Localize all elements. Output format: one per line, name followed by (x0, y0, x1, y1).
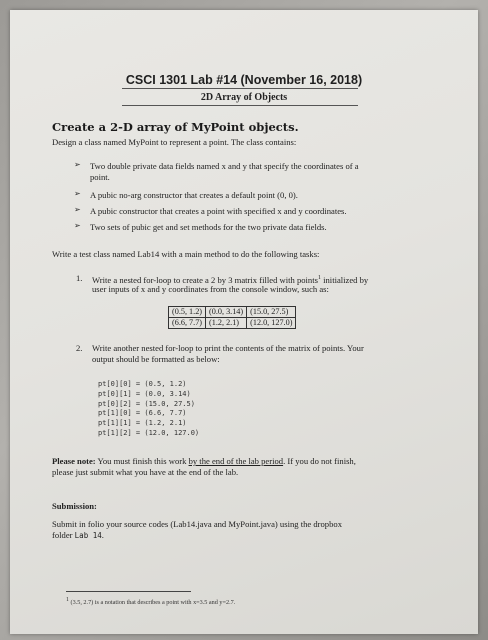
footnote (66, 597, 235, 606)
task-1-text-end: initialized by (320, 274, 369, 285)
submission-label: Submission: (52, 501, 97, 511)
submission-line-1: Submit in folio your source codes (Lab14.java and MyPoint.java) using the dropbox (52, 519, 342, 529)
bullet-item: Two sets of pubic get and set methods for the two private data fields. (90, 222, 327, 232)
please-note-line-2: please just submit what you have at the end of the lab. (52, 467, 239, 477)
output-line: pt[1][1] = (1.2, 2.1) (98, 419, 187, 428)
output-line: pt[1][2] = (12.0, 127.0) (98, 428, 200, 437)
footnote-rule (66, 591, 191, 592)
test-class-intro: Write a test class named Lab14 with a main method to do the following tasks: (52, 249, 320, 259)
task-2-line-2: output should be formatted as below: (92, 354, 220, 364)
footnote-text: (3.5, 2.7) is a notation that describes a point with x=3.5 and y=2.7. (69, 599, 236, 607)
header-rule-top (122, 88, 358, 89)
arrow-bullet-icon: ➢ (74, 189, 81, 198)
submission-line-2 (52, 530, 104, 541)
bullet-item: A pubic constructor that creates a point with specified x and y coordinates. (90, 206, 347, 216)
task-2-line-1: Write another nested for-loop to print the contents of the matrix of points. Your (92, 343, 364, 353)
output-line: pt[0][2] = (15.0, 27.5) (98, 399, 195, 408)
header-rule-bottom (122, 105, 358, 106)
footnote-marker: 1 (66, 597, 69, 603)
submission-text-end: . (101, 530, 104, 540)
bullet-item-continued: point. (90, 172, 110, 182)
matrix-cell: (6.6, 7.7) (169, 318, 206, 329)
matrix-cell: (15.0, 27.5) (247, 307, 296, 318)
output-line: pt[0][0] = (0.5, 1.2) (98, 380, 187, 388)
note-text: You must finish this work (95, 456, 189, 466)
please-note-label: Please note: (52, 456, 96, 466)
matrix-cell: (0.0, 3.14) (206, 307, 247, 318)
document-subtitle: 2D Array of Objects (200, 92, 288, 103)
submission-text: folder (52, 530, 75, 540)
class-intro: Design a class named MyPoint to represent a point. The class contains: (52, 137, 297, 147)
dropbox-folder-name: Lab 14 (74, 531, 102, 540)
task-1-line-2: user inputs of x and y coordinates from the console window, such as: (92, 284, 329, 294)
output-line: pt[0][1] = (0.0, 3.14) (98, 389, 191, 398)
task-1-text: Write a nested for-loop to create a 2 by 3 matrix filled with points (92, 274, 318, 285)
note-text-end: . If you do not finish, (283, 456, 356, 466)
arrow-bullet-icon: ➢ (74, 160, 81, 169)
document-title: CSCI 1301 Lab #14 (November 16, 2018) (125, 73, 363, 87)
output-line: pt[1][0] = (6.6, 7.7) (98, 409, 187, 418)
section-title: Create a 2-D array of MyPoint objects. (52, 120, 299, 134)
arrow-bullet-icon: ➢ (74, 221, 81, 230)
arrow-bullet-icon: ➢ (74, 205, 81, 214)
table-row (169, 307, 296, 318)
please-note-line-1 (52, 456, 356, 467)
matrix-cell: (1.2, 2.1) (206, 318, 247, 329)
table-row (169, 318, 296, 329)
matrix-cell: (12.0, 127.0) (247, 318, 296, 329)
document-page (10, 10, 478, 634)
matrix-cell: (0.5, 1.2) (169, 307, 206, 318)
task-number: 2. (76, 343, 83, 353)
bullet-item: A pubic no-arg constructor that creates a default point (0, 0). (90, 190, 298, 200)
note-deadline: by the end of the lab period (188, 456, 284, 466)
points-matrix-table (168, 306, 296, 329)
footnote-marker: 1 (317, 275, 321, 281)
bullet-item: Two double private data fields named x and y that specify the coordinates of a (90, 161, 359, 171)
sample-output (98, 380, 199, 439)
task-number: 1. (76, 273, 83, 283)
